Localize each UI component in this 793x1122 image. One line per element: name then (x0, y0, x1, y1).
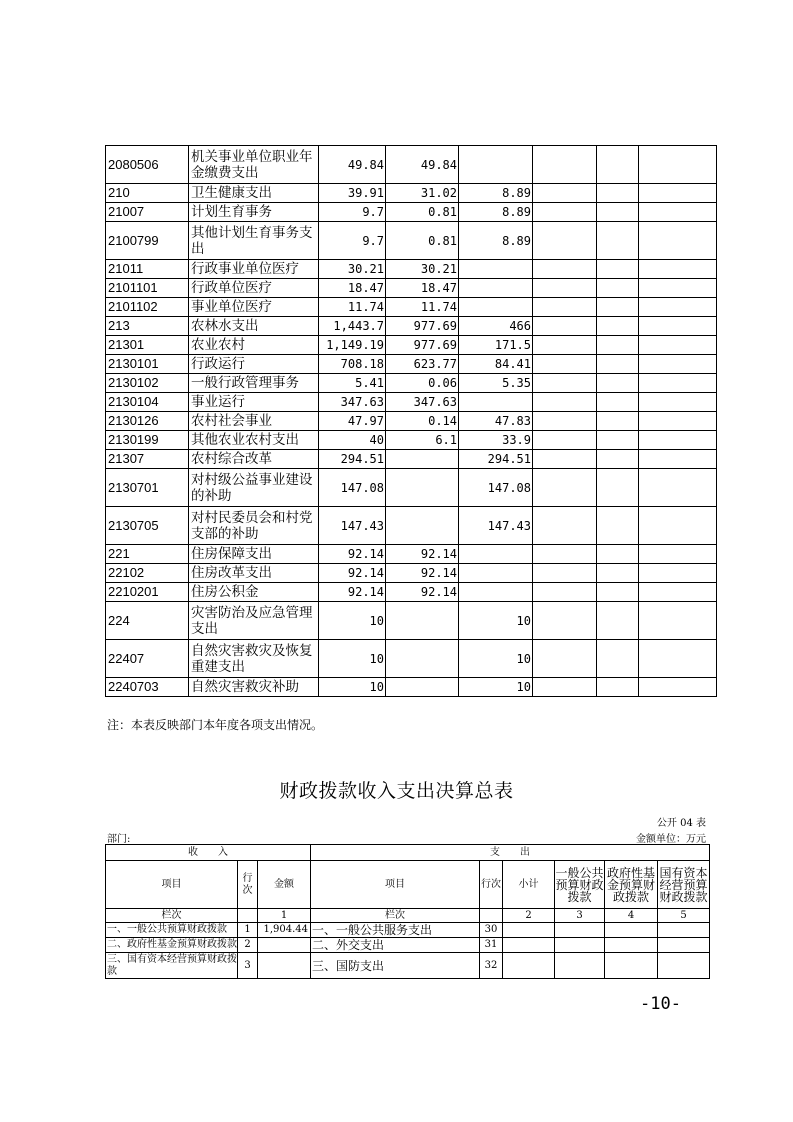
expense-general-budget (555, 938, 605, 953)
row-total: 47.97 (319, 412, 386, 431)
row-code: 21301 (106, 336, 189, 355)
expense-state-capital (658, 938, 710, 953)
table-row (106, 374, 717, 393)
row-blank-2 (597, 146, 639, 184)
header-state-capital: 国有资本经营预算财政拨款 (658, 861, 710, 909)
row-code: 221 (106, 545, 189, 564)
row-blank-2 (597, 222, 639, 260)
column-header-row (106, 861, 710, 909)
row-name: 自然灾害救灾及恢复重建支出 (189, 640, 319, 678)
expense-header: 支 出 (311, 845, 710, 861)
row-project (459, 146, 533, 184)
row-blank-1 (533, 374, 597, 393)
row-blank-1 (533, 583, 597, 602)
row-code: 2101102 (106, 298, 189, 317)
row-total: 10 (319, 678, 386, 697)
row-name: 机关事业单位职业年金缴费支出 (189, 146, 319, 184)
row-project: 294.51 (459, 450, 533, 469)
expense-item: 三、国防支出 (311, 953, 480, 979)
column-index-3: 3 (555, 909, 605, 923)
row-project: 8.89 (459, 222, 533, 260)
income-item: 三、国有资本经营预算财政拨款 (107, 953, 237, 977)
row-blank-2 (597, 545, 639, 564)
row-code: 2130104 (106, 393, 189, 412)
row-basic: 30.21 (386, 260, 459, 279)
row-total: 30.21 (319, 260, 386, 279)
row-blank-3 (639, 564, 717, 583)
row-code: 2100799 (106, 222, 189, 260)
row-project: 33.9 (459, 431, 533, 450)
column-index-2: 2 (503, 909, 555, 923)
column-index-label: 栏次 (106, 909, 238, 923)
row-code: 2130102 (106, 374, 189, 393)
table-row (106, 184, 717, 203)
row-name: 其他农业农村支出 (189, 431, 319, 450)
table-note: 注：本表反映部门本年度各项支出情况。 (107, 718, 324, 732)
row-blank-3 (639, 678, 717, 697)
row-project: 84.41 (459, 355, 533, 374)
row-blank-3 (639, 260, 717, 279)
header-item: 项目 (106, 861, 238, 909)
expense-state-capital (658, 953, 710, 979)
expense-subtotal (503, 938, 555, 953)
row-blank-2 (597, 602, 639, 640)
row-basic: 0.81 (386, 203, 459, 222)
row-blank-1 (533, 355, 597, 374)
row-basic: 347.63 (386, 393, 459, 412)
expense-state-capital (658, 923, 710, 938)
row-total: 9.7 (319, 222, 386, 260)
expense-item: 一、一般公共服务支出 (311, 923, 480, 938)
row-basic: 18.47 (386, 279, 459, 298)
row-total: 11.74 (319, 298, 386, 317)
row-blank-3 (639, 450, 717, 469)
row-blank-2 (597, 469, 639, 507)
summary-row (106, 953, 710, 979)
summary-row (106, 938, 710, 953)
row-blank-3 (639, 602, 717, 640)
row-blank-2 (597, 393, 639, 412)
row-blank-3 (639, 374, 717, 393)
header-subtotal: 小计 (503, 861, 555, 909)
row-name: 一般行政管理事务 (189, 374, 319, 393)
row-project: 466 (459, 317, 533, 336)
row-name: 对村级公益事业建设的补助 (189, 469, 319, 507)
row-blank-1 (533, 393, 597, 412)
row-blank-3 (639, 545, 717, 564)
unit-label: 金额单位：万元 (636, 834, 706, 845)
row-code: 2130126 (106, 412, 189, 431)
row-total: 10 (319, 602, 386, 640)
row-basic: 623.77 (386, 355, 459, 374)
row-name: 行政运行 (189, 355, 319, 374)
row-basic: 0.81 (386, 222, 459, 260)
row-project (459, 393, 533, 412)
row-name: 住房公积金 (189, 583, 319, 602)
row-code: 2130701 (106, 469, 189, 507)
table-row (106, 564, 717, 583)
income-item: 二、政府性基金预算财政拨款 (106, 938, 238, 953)
row-total: 39.91 (319, 184, 386, 203)
table-row (106, 678, 717, 697)
row-name: 对村民委员会和村党支部的补助 (189, 507, 319, 545)
page-number: -10- (640, 994, 681, 1014)
row-basic (386, 602, 459, 640)
table-row (106, 222, 717, 260)
table-row (106, 431, 717, 450)
table-row (106, 317, 717, 336)
row-code: 22102 (106, 564, 189, 583)
table-row (106, 279, 717, 298)
row-blank-1 (533, 317, 597, 336)
row-blank-3 (639, 298, 717, 317)
table-row (106, 640, 717, 678)
table-row (106, 450, 717, 469)
column-index-label-2: 栏次 (311, 909, 480, 923)
row-basic (386, 450, 459, 469)
row-total: 347.63 (319, 393, 386, 412)
row-basic: 92.14 (386, 583, 459, 602)
table-row (106, 393, 717, 412)
row-project: 47.83 (459, 412, 533, 431)
row-blank-3 (639, 317, 717, 336)
income-line: 2 (238, 938, 258, 953)
row-total: 294.51 (319, 450, 386, 469)
row-total: 1,443.7 (319, 317, 386, 336)
row-total: 147.43 (319, 507, 386, 545)
row-blank-2 (597, 678, 639, 697)
expense-gov-fund (605, 938, 658, 953)
row-blank-1 (533, 678, 597, 697)
income-amount: 1,904.44 (258, 923, 311, 938)
expense-item: 二、外交支出 (311, 938, 480, 953)
row-blank-1 (533, 602, 597, 640)
row-blank-2 (597, 336, 639, 355)
row-basic (386, 640, 459, 678)
row-blank-2 (597, 640, 639, 678)
expense-general-budget (555, 953, 605, 979)
row-code: 2101101 (106, 279, 189, 298)
row-code: 2130101 (106, 355, 189, 374)
row-blank-1 (533, 545, 597, 564)
section-title: 财政拨款收入支出决算总表 (279, 780, 514, 802)
table-row (106, 583, 717, 602)
row-project: 147.43 (459, 507, 533, 545)
summary-row (106, 923, 710, 938)
row-total: 708.18 (319, 355, 386, 374)
row-name: 农村综合改革 (189, 450, 319, 469)
row-blank-2 (597, 412, 639, 431)
row-blank-3 (639, 146, 717, 184)
row-blank-3 (639, 355, 717, 374)
row-blank-2 (597, 260, 639, 279)
row-project: 8.89 (459, 203, 533, 222)
row-name: 行政事业单位医疗 (189, 260, 319, 279)
row-basic: 0.14 (386, 412, 459, 431)
row-total: 10 (319, 640, 386, 678)
row-blank-3 (639, 184, 717, 203)
expense-line: 32 (480, 953, 503, 979)
row-code: 213 (106, 317, 189, 336)
header-line-no-2: 行次 (480, 861, 503, 909)
row-blank-2 (597, 507, 639, 545)
row-name: 卫生健康支出 (189, 184, 319, 203)
row-blank-2 (597, 583, 639, 602)
row-blank-2 (597, 317, 639, 336)
row-blank-2 (597, 374, 639, 393)
row-blank-1 (533, 279, 597, 298)
table-row (106, 336, 717, 355)
table-row (106, 602, 717, 640)
row-blank-1 (533, 431, 597, 450)
row-code: 21007 (106, 203, 189, 222)
row-total: 49.84 (319, 146, 386, 184)
table-row (106, 469, 717, 507)
row-blank-1 (533, 222, 597, 260)
row-total: 9.7 (319, 203, 386, 222)
form-code: 公开 04 表 (656, 818, 706, 829)
row-blank-3 (639, 469, 717, 507)
summary-table (105, 844, 710, 979)
table-row (106, 203, 717, 222)
expense-line: 30 (480, 923, 503, 938)
header-item-2: 项目 (311, 861, 480, 909)
column-index-blank-2 (480, 909, 503, 923)
expense-subtotal (503, 923, 555, 938)
row-basic: 6.1 (386, 431, 459, 450)
row-name: 行政单位医疗 (189, 279, 319, 298)
row-total: 92.14 (319, 564, 386, 583)
row-blank-3 (639, 640, 717, 678)
row-name: 事业单位医疗 (189, 298, 319, 317)
row-total: 92.14 (319, 545, 386, 564)
header-general-budget: 一般公共预算财政拨款 (555, 861, 605, 909)
row-blank-1 (533, 640, 597, 678)
row-code: 2210201 (106, 583, 189, 602)
row-project (459, 260, 533, 279)
row-project: 147.08 (459, 469, 533, 507)
row-project: 8.89 (459, 184, 533, 203)
row-basic: 977.69 (386, 336, 459, 355)
table-row (106, 355, 717, 374)
row-project: 5.35 (459, 374, 533, 393)
header-line-no: 行次 (238, 861, 258, 909)
column-index-blank (238, 909, 258, 923)
row-name: 灾害防治及应急管理支出 (189, 602, 319, 640)
row-project: 10 (459, 678, 533, 697)
row-blank-2 (597, 203, 639, 222)
row-code: 2130199 (106, 431, 189, 450)
row-basic: 11.74 (386, 298, 459, 317)
row-project (459, 298, 533, 317)
row-code: 2240703 (106, 678, 189, 697)
row-blank-2 (597, 431, 639, 450)
table-row (106, 507, 717, 545)
row-blank-2 (597, 355, 639, 374)
row-basic (386, 507, 459, 545)
row-name: 农业农村 (189, 336, 319, 355)
row-blank-2 (597, 450, 639, 469)
income-amount (258, 938, 311, 953)
row-blank-3 (639, 412, 717, 431)
row-blank-1 (533, 450, 597, 469)
column-index-row (106, 909, 710, 923)
income-line: 3 (238, 953, 258, 979)
row-project: 10 (459, 640, 533, 678)
row-blank-1 (533, 564, 597, 583)
row-name: 农林水支出 (189, 317, 319, 336)
row-blank-3 (639, 336, 717, 355)
table-row (106, 260, 717, 279)
row-basic: 31.02 (386, 184, 459, 203)
row-blank-2 (597, 298, 639, 317)
row-basic: 92.14 (386, 564, 459, 583)
row-project: 10 (459, 602, 533, 640)
row-basic: 49.84 (386, 146, 459, 184)
row-blank-1 (533, 507, 597, 545)
row-total: 18.47 (319, 279, 386, 298)
department-label: 部门: (107, 834, 131, 845)
row-blank-1 (533, 412, 597, 431)
row-basic (386, 678, 459, 697)
table-row (106, 412, 717, 431)
row-blank-3 (639, 279, 717, 298)
row-blank-2 (597, 184, 639, 203)
row-name: 计划生育事务 (189, 203, 319, 222)
row-project (459, 545, 533, 564)
row-blank-1 (533, 184, 597, 203)
row-blank-3 (639, 393, 717, 412)
income-item: 一、一般公共预算财政拨款 (106, 923, 238, 938)
row-basic (386, 469, 459, 507)
income-line: 1 (238, 923, 258, 938)
row-blank-1 (533, 336, 597, 355)
row-blank-2 (597, 279, 639, 298)
column-index-4: 4 (605, 909, 658, 923)
row-blank-1 (533, 260, 597, 279)
table-row (106, 298, 717, 317)
expenditure-table (105, 145, 717, 697)
row-code: 21011 (106, 260, 189, 279)
row-code: 2130705 (106, 507, 189, 545)
row-blank-3 (639, 203, 717, 222)
row-code: 22407 (106, 640, 189, 678)
row-blank-3 (639, 222, 717, 260)
row-blank-1 (533, 469, 597, 507)
row-blank-3 (639, 507, 717, 545)
row-project: 171.5 (459, 336, 533, 355)
row-total: 92.14 (319, 583, 386, 602)
row-name: 农村社会事业 (189, 412, 319, 431)
column-index-5: 5 (658, 909, 710, 923)
row-code: 21307 (106, 450, 189, 469)
expense-gov-fund (605, 923, 658, 938)
header-gov-fund: 政府性基金预算财政拨款 (605, 861, 658, 909)
row-blank-2 (597, 564, 639, 583)
row-project (459, 564, 533, 583)
row-basic: 92.14 (386, 545, 459, 564)
column-index-1: 1 (258, 909, 311, 923)
table-row (106, 545, 717, 564)
row-name: 住房保障支出 (189, 545, 319, 564)
row-name: 住房改革支出 (189, 564, 319, 583)
row-code: 2080506 (106, 146, 189, 184)
row-blank-3 (639, 583, 717, 602)
row-total: 147.08 (319, 469, 386, 507)
row-blank-1 (533, 203, 597, 222)
row-basic: 977.69 (386, 317, 459, 336)
row-name: 事业运行 (189, 393, 319, 412)
row-blank-3 (639, 431, 717, 450)
row-blank-1 (533, 146, 597, 184)
row-total: 5.41 (319, 374, 386, 393)
row-basic: 0.06 (386, 374, 459, 393)
row-project (459, 583, 533, 602)
income-header: 收 入 (106, 845, 311, 861)
row-name: 其他计划生育事务支出 (189, 222, 319, 260)
income-amount (258, 953, 311, 979)
group-header-row (106, 845, 710, 861)
expense-general-budget (555, 923, 605, 938)
row-code: 224 (106, 602, 189, 640)
expense-gov-fund (605, 953, 658, 979)
row-total: 40 (319, 431, 386, 450)
expense-line: 31 (480, 938, 503, 953)
table-row (106, 146, 717, 184)
row-blank-1 (533, 298, 597, 317)
row-total: 1,149.19 (319, 336, 386, 355)
row-code: 210 (106, 184, 189, 203)
header-amount: 金额 (258, 861, 311, 909)
expense-subtotal (503, 953, 555, 979)
row-project (459, 279, 533, 298)
row-name: 自然灾害救灾补助 (189, 678, 319, 697)
